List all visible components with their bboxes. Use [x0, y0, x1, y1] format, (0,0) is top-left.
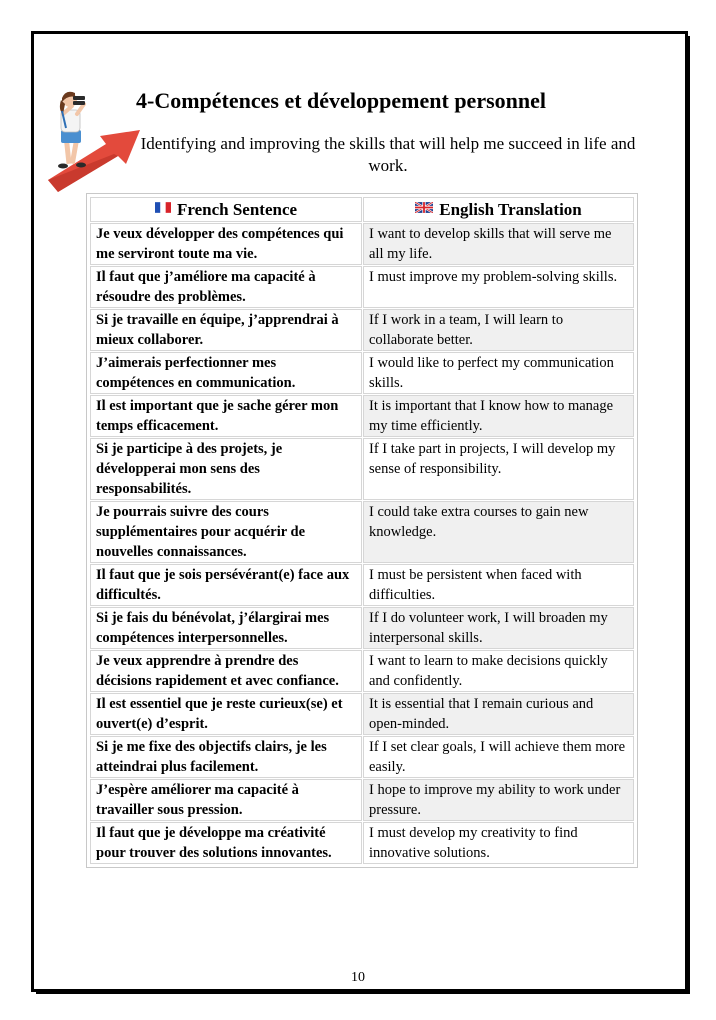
french-cell: Je pourrais suivre des cours supplémentaires pour acquérir de nouvelles connaissances. [90, 501, 362, 563]
flag-uk-icon [415, 202, 433, 213]
english-cell: It is essential that I remain curious and open-minded. [363, 693, 634, 735]
english-cell: I could take extra courses to gain new knowledge. [363, 501, 634, 563]
french-cell: Si je participe à des projets, je développerai mon sens des responsabilités. [90, 438, 362, 500]
french-cell: Il faut que je sois persévérant(e) face aux difficultés. [90, 564, 362, 606]
flag-france-icon [155, 202, 171, 213]
english-cell: If I do volunteer work, I will broaden my interpersonal skills. [363, 607, 634, 649]
english-cell: I want to learn to make decisions quickly and confidently. [363, 650, 634, 692]
english-cell: I hope to improve my ability to work under pressure. [363, 779, 634, 821]
table-row [90, 564, 634, 606]
french-cell: Il faut que je développe ma créativité pour trouver des solutions innovantes. [90, 822, 362, 864]
english-cell: I must be persistent when faced with difficulties. [363, 564, 634, 606]
french-cell: Il faut que j’améliore ma capacité à résoudre des problèmes. [90, 266, 362, 308]
header-french [90, 197, 362, 222]
french-cell: J’espère améliorer ma capacité à travailler sous pression. [90, 779, 362, 821]
page-number: 10 [351, 970, 365, 985]
english-cell: I must develop my creativity to find innovative solutions. [363, 822, 634, 864]
table-row [90, 266, 634, 308]
table-row [90, 501, 634, 563]
table-row [90, 223, 634, 265]
english-cell: If I set clear goals, I will achieve them more easily. [363, 736, 634, 778]
page-title: 4-Compétences et développement personnel [136, 88, 546, 113]
table-header-row [90, 197, 634, 222]
french-cell: Je veux développer des compétences qui me serviront toute ma vie. [90, 223, 362, 265]
french-cell: Il est essentiel que je reste curieux(se) et ouvert(e) d’esprit. [90, 693, 362, 735]
english-cell: I want to develop skills that will serve me all my life. [363, 223, 634, 265]
table-row [90, 352, 634, 394]
english-cell: I would like to perfect my communication skills. [363, 352, 634, 394]
phrases-table-container [86, 193, 638, 868]
person-with-binoculars-on-arrow-icon [44, 84, 140, 194]
header-french-label: French Sentence [176, 200, 298, 219]
english-cell: It is important that I know how to manage my time efficiently. [363, 395, 634, 437]
table-row [90, 736, 634, 778]
phrases-table [89, 196, 635, 865]
french-cell: Je veux apprendre à prendre des décisions rapidement et avec confiance. [90, 650, 362, 692]
table-row [90, 650, 634, 692]
table-row [90, 693, 634, 735]
table-row [90, 438, 634, 500]
table-row [90, 822, 634, 864]
table-row [90, 607, 634, 649]
french-cell: Si je travaille en équipe, j’apprendrai à mieux collaborer. [90, 309, 362, 351]
french-cell: Si je fais du bénévolat, j’élargirai mes compétences interpersonnelles. [90, 607, 362, 649]
english-cell: If I take part in projects, I will develop my sense of responsibility. [363, 438, 634, 500]
header-english [363, 197, 634, 222]
french-cell: Il est important que je sache gérer mon temps efficacement. [90, 395, 362, 437]
header-english-label: English Translation [439, 200, 582, 219]
page-subtitle: Identifying and improving the skills that will help me succeed in life and work. [140, 134, 636, 175]
table-row [90, 779, 634, 821]
table-row [90, 309, 634, 351]
table-row [90, 395, 634, 437]
english-cell: If I work in a team, I will learn to collaborate better. [363, 309, 634, 351]
french-cell: Si je me fixe des objectifs clairs, je les atteindrai plus facilement. [90, 736, 362, 778]
french-cell: J’aimerais perfectionner mes compétences en communication. [90, 352, 362, 394]
english-cell: I must improve my problem-solving skills. [363, 266, 634, 308]
